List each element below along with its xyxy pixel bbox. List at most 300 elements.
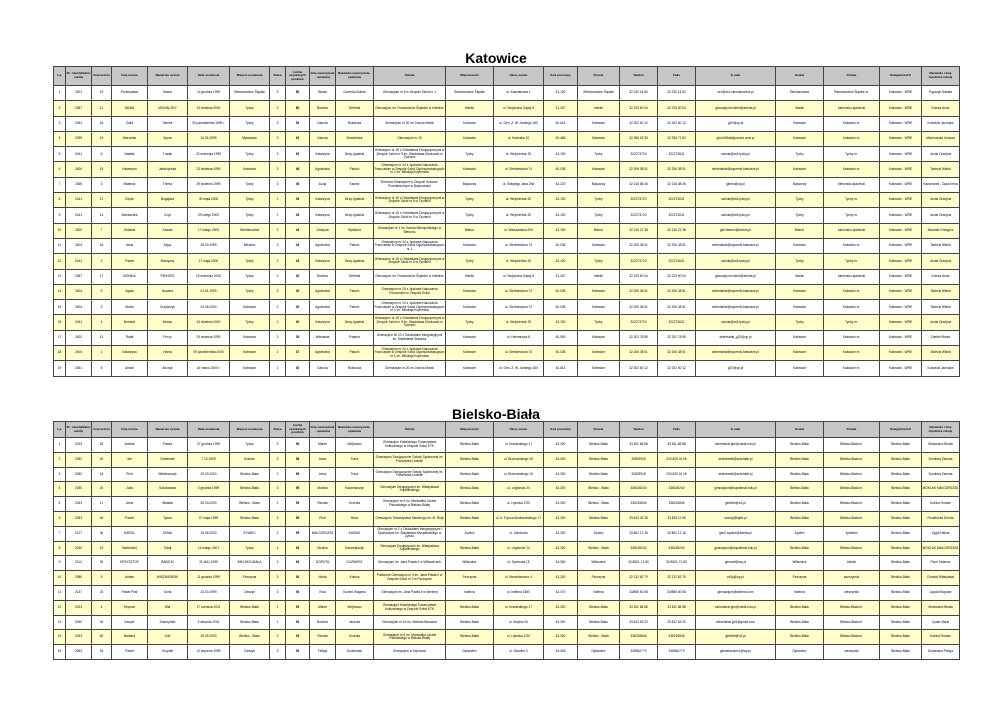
cell-birth-place: Mikołów <box>230 238 270 253</box>
cell-county: Bielsko-Biała m. <box>824 452 880 467</box>
column-header-postal-code: Kod pocztowy <box>544 67 578 86</box>
cell-school-id: 2302 <box>66 223 92 238</box>
cell-points: 94 <box>286 541 310 556</box>
cell-county: pszczyński <box>824 571 880 586</box>
cell-street: ul. Wojciecha Gajdy 8 <box>494 101 544 116</box>
cell-delegation: Katowice - WRE <box>880 147 922 162</box>
cell-fax: 32 220 14 82 <box>658 86 696 101</box>
cell-commune: Imielin <box>776 269 824 284</box>
cell-teacher-first-name: Maria <box>310 571 336 586</box>
cell-phone: 33 812 63 20 <box>620 615 658 630</box>
cell-school-id: 2063 <box>66 645 92 660</box>
cell-delegation: Katowice - WRE <box>880 177 922 192</box>
cell-commune: Bieruń <box>776 223 824 238</box>
cell-commune: Katowice <box>776 116 824 131</box>
cell-postal-code: 43-100 <box>544 208 578 223</box>
cell-delegation: Bielsko-Biała <box>880 645 922 660</box>
cell-student-code: 26 <box>92 615 112 630</box>
cell-email: sekretariat@kopernik.katowice.pl <box>696 162 776 177</box>
column-header-school: Szkoła <box>374 422 446 438</box>
cell-postal-code: 43-200 <box>544 571 578 586</box>
cell-student-code: 3 <box>92 177 112 192</box>
cell-teacher-first-name: Bożena <box>310 269 336 284</box>
column-header-teacher-last-name: Nazwisko nauczyciela - opiekuna <box>336 67 374 86</box>
cell-postal-code: 40-038 <box>544 284 578 299</box>
cell-fax: 32 206 38 51 <box>658 162 696 177</box>
cell-fax: 32 202 60 12 <box>658 361 696 376</box>
cell-teacher-first-name: Łucja <box>310 177 336 192</box>
column-header-school-id: ID - identyfikator szkoły <box>66 422 92 438</box>
cell-town: Katowice <box>446 346 494 361</box>
cell-post-office: Bielsko - Biała <box>578 541 620 556</box>
cell-birth-date: 12 stycznia 1999 <box>188 645 230 660</box>
cell-street: ul. Gen. Z. W. Jankego 160 <box>494 116 544 131</box>
cell-lp: 2 <box>54 452 66 467</box>
cell-town: Bielsko-Biała <box>446 630 494 645</box>
cell-principal: Ligocki Bogdan <box>922 585 960 600</box>
cell-points: 95 <box>286 511 310 526</box>
cell-delegation: Katowice - WRE <box>880 101 922 116</box>
cell-birth-place: Tychy <box>230 315 270 330</box>
cell-email: gimnazjum.imielin@interia.pl <box>696 101 776 116</box>
cell-fax: 322273631 <box>658 315 696 330</box>
cell-post-office: Bielsko - Biała <box>578 630 620 645</box>
cell-last-name: Czyż <box>148 208 188 223</box>
cell-town: Bieruń <box>446 223 494 238</box>
cell-grade: 3 <box>270 556 286 571</box>
cell-fax: 338562779 <box>658 645 696 660</box>
cell-birth-date: 14.06.1999 <box>188 131 230 146</box>
cell-phone: 33/855 60 58 <box>620 585 658 600</box>
cell-commune: Bielsko-Biała <box>776 511 824 526</box>
cell-first-name: Paweł <box>112 511 148 526</box>
cell-lp: 13 <box>54 269 66 284</box>
cell-delegation: Bielsko-Biała <box>880 571 922 586</box>
cell-school-id: 2023 <box>66 438 92 453</box>
cell-fax: 33/855 60 58 <box>658 585 696 600</box>
cell-county: Bielsko-Biała m. <box>824 630 880 645</box>
cell-principal: Dorniacy Danuta <box>922 467 960 482</box>
table-row <box>54 482 960 497</box>
cell-teacher-last-name: Bora <box>336 511 374 526</box>
cell-phone: 338216846 <box>620 497 658 512</box>
cell-school-id: 2030 <box>66 541 92 556</box>
cell-school: Gimnazjum nr 20 im. Karola Miarki <box>374 361 446 376</box>
cell-postal-code: 43-300 <box>544 600 578 615</box>
cell-school: Gimnazjum nr 15 z Oddziałami Dwujęzycznymi w Zespole Szkół nr 5 im. Stanisława Moniuszki w Tychach <box>374 147 446 162</box>
cell-postal-code: 40-590 <box>544 330 578 345</box>
cell-principal: MOKLAK MAŁGORZATA <box>922 541 960 556</box>
cell-principal: Juzak Grażyna <box>922 193 960 208</box>
table-row <box>54 361 960 376</box>
cell-last-name: Mosko <box>148 315 188 330</box>
cell-lp: 10 <box>54 571 66 586</box>
cell-school: Gimnazjum im. Powstańców Śląskich w Imielinie <box>374 269 446 284</box>
cell-fax: 32 218 88 45 <box>658 177 696 192</box>
cell-last-name: Gorla <box>148 585 188 600</box>
cell-post-office: Bielsko-Biała <box>578 511 620 526</box>
column-header-county: Powiat <box>824 67 880 86</box>
table-row <box>54 116 960 131</box>
header-row <box>54 67 960 86</box>
cell-birth-date: 27 grudnia 1999 <box>188 438 230 453</box>
cell-delegation: Katowice - WRE <box>880 223 922 238</box>
cell-birth-place: Bielsko-Biała <box>230 467 270 482</box>
cell-school: Gimnazjum nr 24 z Jęzkowe Nauczania Francuskim w Zespole Szkół <box>374 284 446 299</box>
cell-grade: 3 <box>270 511 286 526</box>
cell-points: 61 <box>286 131 310 146</box>
cell-last-name: Thiesz <box>148 177 188 192</box>
cell-lp: 13 <box>54 615 66 630</box>
header-row <box>54 422 960 438</box>
cell-points: 43 <box>286 254 310 269</box>
cell-last-name: Kazala <box>148 223 188 238</box>
cell-commune: Katowice <box>776 300 824 315</box>
cell-county: cieszyński <box>824 585 880 600</box>
cell-student-code: 5 <box>92 571 112 586</box>
cell-email: g20@op.pl <box>696 116 776 131</box>
cell-phone: 33 8501-71-80 <box>620 556 658 571</box>
cell-phone: 32 206 38 51 <box>620 300 658 315</box>
section-title-bielsko-biala: Bielsko-Biała <box>452 406 540 422</box>
cell-last-name: Wiatrak <box>148 497 188 512</box>
cell-teacher-first-name: Renata <box>310 630 336 645</box>
cell-school: Gimnazjum nr 15 z Oddziałami Dwujęzycznymi w Zespole Szkół nr 5 w Tychach <box>374 193 446 208</box>
cell-teacher-last-name: Kozień-Wagzna <box>336 585 374 600</box>
cell-student-code: 19 <box>92 131 112 146</box>
cell-birth-place: Tychy <box>230 101 270 116</box>
cell-county: Katowice m. <box>824 116 880 131</box>
cell-phone: 32 202 60 12 <box>620 116 658 131</box>
cell-county: Bielsko-Biała m. <box>824 615 880 630</box>
column-header-points: Liczba uzyskanych punktów <box>286 67 310 86</box>
cell-school: Gimnazjum Katolickiego Towarzystwa Kulturalnego w Zespole Szkół KTK <box>374 438 446 453</box>
cell-post-office: Katowice <box>578 346 620 361</box>
cell-lp: 7 <box>54 177 66 192</box>
cell-email: sekretariat.g16@gmail.com <box>696 615 776 630</box>
cell-points: 30 <box>286 361 310 376</box>
cell-school-id: 2402 <box>66 330 92 345</box>
cell-principal: Tarlecki Witold <box>922 284 960 299</box>
cell-last-name: Dobrzyński <box>148 615 188 630</box>
cell-town: Katowice <box>446 131 494 146</box>
cell-teacher-first-name: DOROTA <box>310 556 336 571</box>
cell-town: Siemianowice Śląskie <box>446 86 494 101</box>
column-header-email: E-mail <box>696 422 776 438</box>
column-header-school-id: ID - identyfikator szkoły <box>66 67 92 86</box>
cell-points: 93 <box>286 615 310 630</box>
cell-points: 40 <box>286 315 310 330</box>
cell-birth-date: 31 MAJ 1999 <box>188 556 230 571</box>
cell-principal: Kubica Anna <box>922 101 960 116</box>
cell-street: ul. Wojciecha Gajdy 8 <box>494 269 544 284</box>
cell-teacher-first-name: Felicja <box>310 645 336 660</box>
cell-town: Bielsko-Biała <box>446 497 494 512</box>
cell-county: Katowice m. <box>824 361 880 376</box>
cell-phone: 32 216 21 38 <box>620 223 658 238</box>
cell-county: Katowice m. <box>824 284 880 299</box>
cell-birth-place: Katowice <box>230 361 270 376</box>
cell-commune: Pszczyna <box>776 571 824 586</box>
table-row <box>54 131 960 146</box>
cell-street: ul. Krasińskiego 17 <box>494 438 544 453</box>
cell-street: ul. Kartuska 10 <box>494 131 544 146</box>
cell-email: gimnazjum@kopalinski.edu.pl <box>696 541 776 556</box>
cell-lp: 12 <box>54 254 66 269</box>
cell-last-name: Purcy <box>148 330 188 345</box>
cell-birth-place: BIELSKO-BIAŁA <box>230 556 270 571</box>
cell-street: ul. Helmańska 8 <box>494 330 544 345</box>
cell-first-name: KRZYSZTOF <box>112 556 148 571</box>
cell-email: sekretariat@kopernik.katowice.pl <box>696 284 776 299</box>
cell-street: ul. Sienkiewicza 74 <box>494 300 544 315</box>
cell-teacher-first-name: Wiesława <box>310 330 336 345</box>
cell-points: 37 <box>286 346 310 361</box>
cell-points: 93 <box>286 600 310 615</box>
cell-student-code: 26 <box>92 556 112 571</box>
cell-birth-date: 11 grudnia 1999 <box>188 571 230 586</box>
cell-school: Gimnazjum nr 5 w Zespole Szkół nr 1 <box>374 86 446 101</box>
cell-delegation: Katowice - WRE <box>880 346 922 361</box>
cell-birth-date: 26.05.2000 <box>188 630 230 645</box>
cell-points: 44 <box>286 223 310 238</box>
cell-town: Bielsko-Biała <box>446 452 494 467</box>
cell-teacher-first-name: Bożena <box>310 101 336 116</box>
cell-student-code: 19 <box>92 86 112 101</box>
cell-email: zs3p@op.pl <box>696 571 776 586</box>
cell-grade: 3 <box>270 86 286 101</box>
cell-teacher-last-name: Decy-Ignatiuk <box>336 254 374 269</box>
cell-student-code: 16 <box>92 116 112 131</box>
cell-street: ul. Sienkiewicza 74 <box>494 238 544 253</box>
cell-post-office: Dębowiec <box>578 645 620 660</box>
cell-postal-code: 43-100 <box>544 193 578 208</box>
cell-teacher-last-name: Kroenia <box>336 630 374 645</box>
table-row <box>54 162 960 177</box>
cell-teacher-first-name: Danuta <box>310 116 336 131</box>
cell-student-code: 13 <box>92 330 112 345</box>
column-header-lp: L.p. <box>54 67 66 86</box>
cell-birth-place: Tychy <box>230 116 270 131</box>
cell-lp: 5 <box>54 497 66 512</box>
cell-teacher-first-name: Monika <box>310 541 336 556</box>
cell-post-office: Tychy <box>578 315 620 330</box>
cell-town: Bielsko-Biała <box>446 541 494 556</box>
cell-postal-code: 40-614 <box>544 116 578 131</box>
cell-last-name: Kott <box>148 630 188 645</box>
cell-school-id: 2043 <box>66 497 92 512</box>
cell-commune: Katowice <box>776 330 824 345</box>
cell-student-code: 9 <box>92 284 112 299</box>
cell-last-name: Bugajska <box>148 193 188 208</box>
cell-last-name: Pasda <box>148 438 188 453</box>
cell-post-office: Bielsko-Biała <box>578 615 620 630</box>
cell-school-id: 2080 <box>66 571 92 586</box>
cell-commune: Bielsko-Biała <box>776 438 824 453</box>
cell-principal: Zygdi Halina <box>922 526 960 541</box>
cell-school: Gimnazjum Dwujęzyczne Szkoły Społecznej im. Franciszka Ledwiel <box>374 467 446 482</box>
cell-phone: 33 861 12 16 <box>620 526 658 541</box>
cell-school-id: 2367 <box>66 101 92 116</box>
cell-student-code: 11 <box>92 497 112 512</box>
cell-fax: 322273631 <box>658 208 696 223</box>
cell-teacher-first-name: Anna <box>310 467 336 482</box>
cell-lp: 4 <box>54 482 66 497</box>
cell-points: 40 <box>286 269 310 284</box>
cell-student-code: 15 <box>92 162 112 177</box>
cell-principal: Dorniacy Danuta <box>922 452 960 467</box>
column-header-grade: Klasa <box>270 422 286 438</box>
cell-student-code: 34 <box>92 645 112 660</box>
cell-fax: 32 255 71 80 <box>658 131 696 146</box>
cell-phone: 322273720 <box>620 147 658 162</box>
cell-teacher-last-name: Zieliński <box>336 269 374 284</box>
cell-birth-place: Kraków <box>230 452 270 467</box>
cell-last-name: Nowara <box>148 284 188 299</box>
cell-delegation: Bielsko-Biała <box>880 630 922 645</box>
cell-birth-date: 09 lutego 2000 <box>188 208 230 223</box>
cell-last-name: BABICKI <box>148 556 188 571</box>
cell-birth-place: Tychy <box>230 284 270 299</box>
cell-delegation: Bielsko-Biała <box>880 526 922 541</box>
cell-delegation: Katowice - WRE <box>880 300 922 315</box>
cell-email: gimdebowiec1@wp.pl <box>696 645 776 660</box>
cell-birth-date: 22 września 1999 <box>188 147 230 162</box>
cell-county: Tychy m. <box>824 315 880 330</box>
cell-lp: 8 <box>54 541 66 556</box>
cell-postal-code: 43-300 <box>544 467 578 482</box>
table-row <box>54 452 960 467</box>
cell-delegation: Katowice - WRE <box>880 315 922 330</box>
cell-school: Gimnazjum nr 24 z Jęzkowe Nauczania Francuskim w Zespole Szkół Ogólnokształcących nr 1 im. Mikołaja Kopernika <box>374 300 446 315</box>
cell-delegation: Katowice - WRE <box>880 162 922 177</box>
cell-street: ul. Wejchertów 20 <box>494 315 544 330</box>
cell-birth-place: ŻYWIEC <box>230 526 270 541</box>
cell-phone: 322273720 <box>620 315 658 330</box>
cell-birth-place: Tychy <box>230 438 270 453</box>
cell-school-id: 2441 <box>66 208 92 223</box>
cell-commune: Tychy <box>776 147 824 162</box>
cell-lp: 14 <box>54 284 66 299</box>
cell-town: Tychy <box>446 193 494 208</box>
cell-last-name: Wiśniewczyk <box>148 467 188 482</box>
cell-teacher-first-name: Agnieszka <box>310 284 336 299</box>
cell-school-id: 2043 <box>66 630 92 645</box>
cell-lp: 2 <box>54 101 66 116</box>
cell-teacher-last-name: Paluch <box>336 300 374 315</box>
column-header-last-name: Nazwisko ucznia <box>148 67 188 86</box>
cell-delegation: Bielsko-Biała <box>880 600 922 615</box>
cell-county: Tychy m. <box>824 208 880 223</box>
cell-principal: Tarlecki Witold <box>922 162 960 177</box>
cell-teacher-last-name: Jarecka <box>336 615 374 630</box>
cell-email: gim2.zywiec@interia.pl <box>696 526 776 541</box>
cell-postal-code: 34-300 <box>544 526 578 541</box>
cell-teacher-last-name: Kaczmarczyk <box>336 482 374 497</box>
column-header-birth-date: Data urodzenia <box>188 67 230 86</box>
cell-county: Bielsko-Biała m. <box>824 467 880 482</box>
table-row <box>54 193 960 208</box>
cell-birth-place: Tychy <box>230 177 270 192</box>
table-row <box>54 346 960 361</box>
cell-fax: 33 861 12 16 <box>658 526 696 541</box>
cell-points: 46 <box>286 162 310 177</box>
cell-commune: Bielsko-Biała <box>776 467 824 482</box>
cell-delegation: Katowice - WRE <box>880 193 922 208</box>
cell-delegation: Bielsko-Biała <box>880 615 922 630</box>
cell-lp: 9 <box>54 208 66 223</box>
cell-post-office: Katowice <box>578 116 620 131</box>
cell-grade: 2 <box>270 208 286 223</box>
cell-school: Gimnazjum nr 24 z Jęzkowe Nauczania Francuskim w Zespole Szkół Ogólnokształcących nr 1 <box>374 238 446 253</box>
cell-county: Bielsko-Biała m. <box>824 438 880 453</box>
cell-school-id: 2030 <box>66 482 92 497</box>
cell-post-office: Bielsko-Biała <box>578 467 620 482</box>
cell-post-office: Siemianowice Śląskie <box>578 86 620 101</box>
cell-fax: 32 212 82 79 <box>658 571 696 586</box>
cell-last-name: Wal <box>148 600 188 615</box>
cell-birth-date: 07 maja 1999 <box>188 511 230 526</box>
cell-school-id: 2441 <box>66 254 92 269</box>
cell-school-id: 2404 <box>66 162 92 177</box>
cell-grade: 2 <box>270 101 286 116</box>
cell-fax: 32 206 38 51 <box>658 300 696 315</box>
column-header-email: E-mail <box>696 67 776 86</box>
cell-email: szkola@zs5.tychy.pl <box>696 208 776 223</box>
cell-street: ul. Wejchertów 20 <box>494 193 544 208</box>
cell-lp: 11 <box>54 238 66 253</box>
cell-commune: Katowice <box>776 284 824 299</box>
cell-last-name: Zając <box>148 238 188 253</box>
cell-post-office: Imielin <box>578 101 620 116</box>
cell-first-name: Anna <box>112 238 148 253</box>
cell-teacher-last-name: Pajerka <box>336 330 374 345</box>
cell-student-code: 7 <box>92 223 112 238</box>
cell-email: gimnazjum@istebna.com <box>696 585 776 600</box>
cell-school-id: 2441 <box>66 147 92 162</box>
cell-street: ul. Gen. Z. W. Jankego 160 <box>494 361 544 376</box>
cell-commune: Katowice <box>776 346 824 361</box>
cell-principal: Markowicz Beata <box>922 438 960 453</box>
cell-post-office: Bielsko-Biała <box>578 452 620 467</box>
cell-town: Katowice <box>446 238 494 253</box>
cell-points: 80 <box>286 86 310 101</box>
cell-phone: 338216846 <box>620 630 658 645</box>
cell-town: Bielsko-Biała <box>446 615 494 630</box>
cell-fax: 033 829 24 06 <box>658 467 696 482</box>
cell-fax: 33 811 68 88 <box>658 438 696 453</box>
cell-town: Katowice <box>446 116 494 131</box>
table-row <box>54 300 960 315</box>
cell-first-name: Bartłomiej <box>112 541 148 556</box>
cell-county: Katowice m. <box>824 238 880 253</box>
cell-school: Publiczne Gimnazjum nr 3 im. Jana Pawła II w Zespole Szkół nr 3 w Pszczynie <box>374 571 446 586</box>
table-row <box>54 330 960 345</box>
cell-post-office: Tychy <box>578 193 620 208</box>
cell-county: Tychy m. <box>824 147 880 162</box>
cell-fax: 033 829 24 06 <box>658 452 696 467</box>
cell-teacher-first-name: Monika <box>310 482 336 497</box>
cell-postal-code: 40-038 <box>544 162 578 177</box>
cell-first-name: Paweł Piotr <box>112 585 148 600</box>
cell-grade: 2 <box>270 193 286 208</box>
cell-lp: 16 <box>54 315 66 330</box>
cell-grade: 2 <box>270 630 286 645</box>
cell-school: Gimnazjum im. Powstańców Śląskich w Imielinie <box>374 101 446 116</box>
cell-street: ul. Sienkiewicza 74 <box>494 284 544 299</box>
cell-street: ul. Bronowskiego 15 <box>494 467 544 482</box>
cell-town: Bielsko-Biała <box>446 600 494 615</box>
